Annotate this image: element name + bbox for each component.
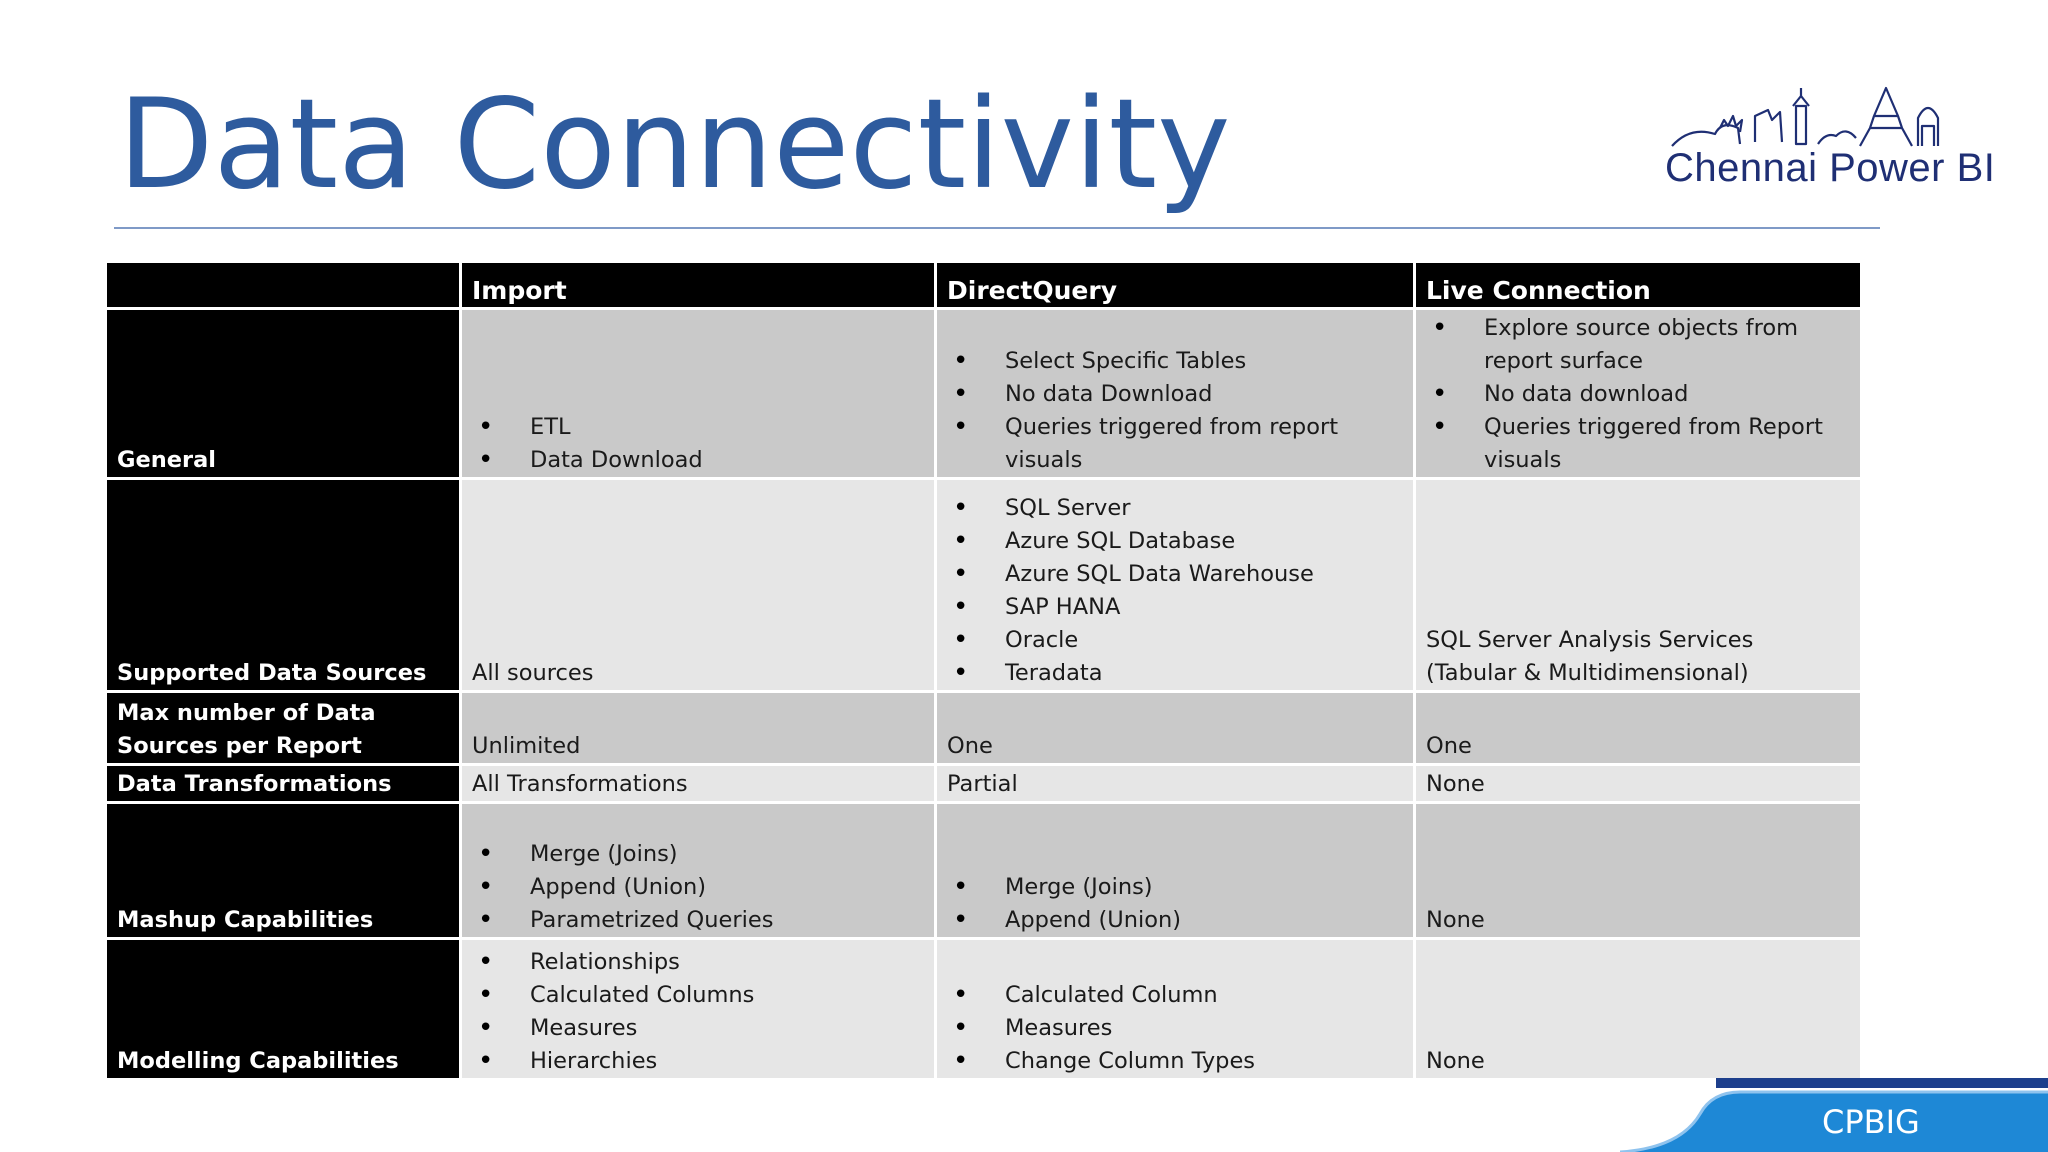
header-live-connection: Live Connection	[1416, 263, 1860, 307]
cell-directquery	[937, 804, 1413, 937]
list-item: • ETL	[472, 411, 924, 444]
cell-live-connection	[1416, 480, 1860, 690]
list-item: • Append (Union)	[947, 904, 1403, 937]
row-label: General	[107, 310, 459, 477]
row-label: Max number of Data Sources per Report	[107, 693, 459, 763]
table-row	[107, 940, 1860, 1078]
footer-accent-line	[1716, 1078, 2048, 1088]
list-item: • Relationships	[472, 946, 924, 979]
cell-live-connection	[1416, 804, 1860, 937]
bullet-list	[1426, 312, 1850, 477]
footer-label: CPBIG	[1822, 1103, 1920, 1141]
list-item: • Merge (Joins)	[947, 871, 1403, 904]
list-item: • Append (Union)	[472, 871, 924, 904]
header-row	[107, 263, 1860, 307]
header-import: Import	[462, 263, 934, 307]
cell-directquery	[937, 693, 1413, 763]
list-item: • Measures	[472, 1012, 924, 1045]
list-item: • No data download	[1426, 378, 1850, 411]
cell-live-connection	[1416, 766, 1860, 801]
cell-text: Unlimited	[472, 733, 581, 759]
cell-directquery	[937, 766, 1413, 801]
cell-import	[462, 310, 934, 477]
list-item: • Explore source objects from report surface	[1426, 312, 1850, 378]
table-row	[107, 693, 1860, 763]
row-label: Mashup Capabilities	[107, 804, 459, 937]
cell-text: None	[1426, 907, 1485, 933]
list-item: • Queries triggered from report visuals	[947, 411, 1403, 477]
row-label: Supported Data Sources	[107, 480, 459, 690]
table-row	[107, 804, 1860, 937]
list-item: • Change Column Types	[947, 1045, 1403, 1078]
cell-import	[462, 804, 934, 937]
header-blank	[107, 263, 459, 307]
cell-text: SQL Server Analysis Services (Tabular & Multidimensional)	[1426, 627, 1754, 686]
table-row	[107, 766, 1860, 801]
row-label: Data Transformations	[107, 766, 459, 801]
list-item: • Data Download	[472, 444, 924, 477]
cell-text: All sources	[472, 660, 594, 686]
title-divider	[114, 227, 1880, 229]
list-item: • SAP HANA	[947, 591, 1403, 624]
cell-directquery	[937, 480, 1413, 690]
cell-text: All Transformations	[472, 771, 688, 797]
cell-directquery	[937, 940, 1413, 1078]
header-directquery: DirectQuery	[937, 263, 1413, 307]
list-item: • Parametrized Queries	[472, 904, 924, 937]
list-item: • Merge (Joins)	[472, 838, 924, 871]
cell-text: Partial	[947, 771, 1018, 797]
list-item: • Azure SQL Database	[947, 525, 1403, 558]
list-item: • Queries triggered from Report visuals	[1426, 411, 1850, 477]
list-item: • Calculated Columns	[472, 979, 924, 1012]
bullet-list	[947, 345, 1403, 477]
cell-directquery	[937, 310, 1413, 477]
logo-text: Chennai Power BI	[1665, 146, 1996, 190]
cell-import	[462, 693, 934, 763]
table-row	[107, 310, 1860, 477]
bullet-list	[472, 838, 924, 937]
row-label: Modelling Capabilities	[107, 940, 459, 1078]
list-item: • Calculated Column	[947, 979, 1403, 1012]
list-item: • SQL Server	[947, 492, 1403, 525]
list-item: • Oracle	[947, 624, 1403, 657]
comparison-table	[104, 260, 1863, 1081]
cell-import	[462, 480, 934, 690]
cell-text: One	[947, 733, 993, 759]
list-item: • Azure SQL Data Warehouse	[947, 558, 1403, 591]
bullet-list	[472, 946, 924, 1078]
list-item: • Teradata	[947, 657, 1403, 690]
cell-text: One	[1426, 733, 1472, 759]
bullet-list	[947, 979, 1403, 1078]
slide-title: Data Connectivity	[118, 73, 1231, 217]
cell-import	[462, 766, 934, 801]
table-row	[107, 480, 1860, 690]
cell-import	[462, 940, 934, 1078]
bullet-list	[947, 492, 1403, 690]
cell-live-connection	[1416, 693, 1860, 763]
list-item: • No data Download	[947, 378, 1403, 411]
list-item: • Hierarchies	[472, 1045, 924, 1078]
cell-text: None	[1426, 771, 1485, 797]
bullet-list	[947, 871, 1403, 937]
list-item: • Measures	[947, 1012, 1403, 1045]
bullet-list	[472, 411, 924, 477]
cell-text: None	[1426, 1048, 1485, 1074]
cell-live-connection	[1416, 310, 1860, 477]
cell-live-connection	[1416, 940, 1860, 1078]
list-item: • Select Specific Tables	[947, 345, 1403, 378]
